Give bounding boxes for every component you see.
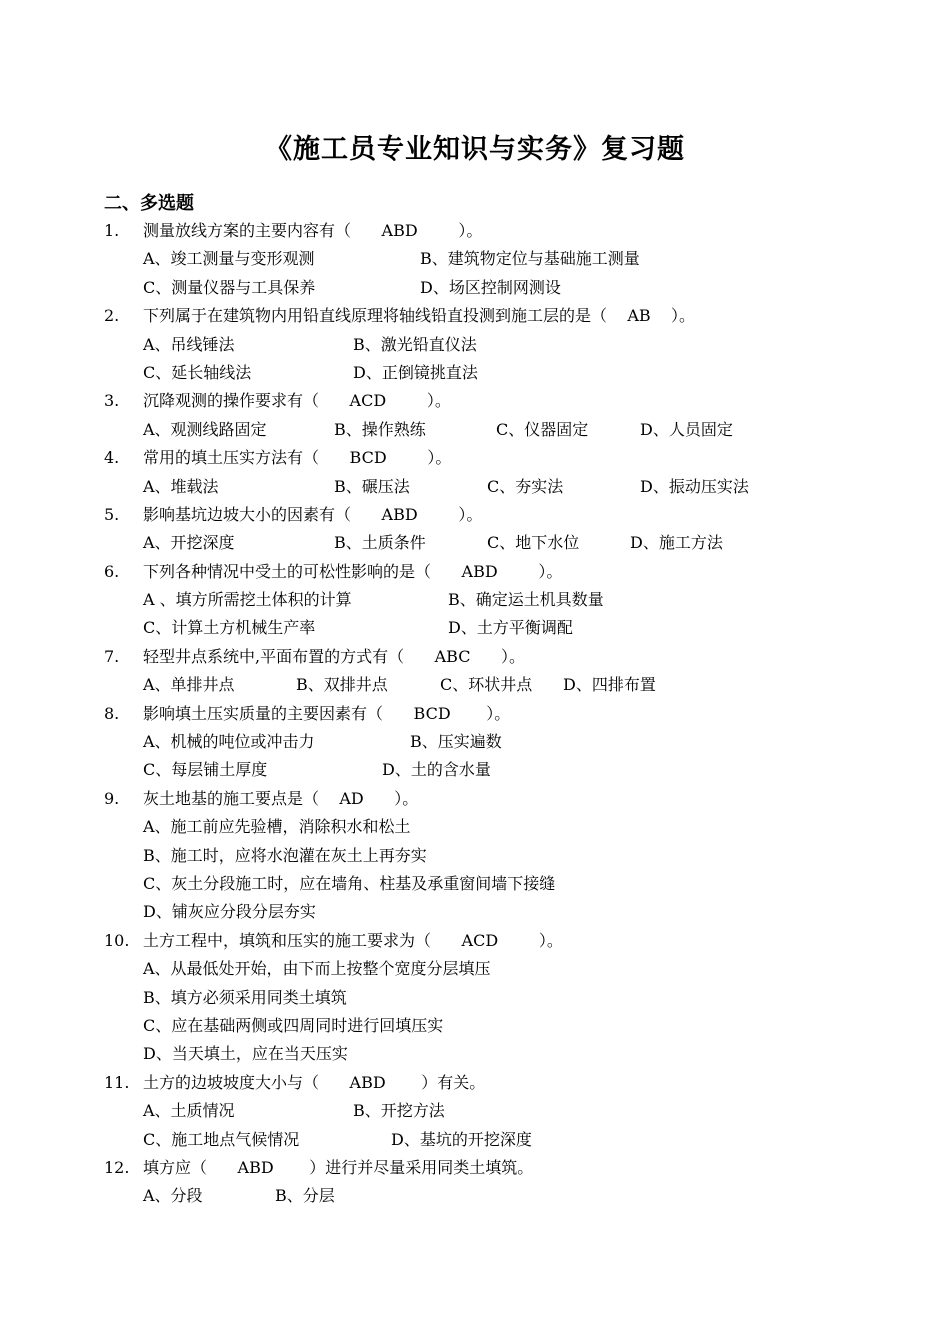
question-number: 8. xyxy=(104,703,120,723)
option-row xyxy=(0,473,950,501)
option-item: D、土的含水量 xyxy=(382,760,491,780)
option-row xyxy=(0,898,950,926)
option-row xyxy=(0,359,950,387)
option-item: A、观测线路固定 xyxy=(143,419,267,439)
question-line xyxy=(0,217,950,245)
question-text: 影响基坑边坡大小的因素有（ ABD ）。 xyxy=(143,504,483,524)
option-row xyxy=(0,1040,950,1068)
option-row xyxy=(0,529,950,557)
question-text: 常用的填土压实方法有（ BCD ）。 xyxy=(143,448,452,468)
question-line xyxy=(0,558,950,586)
option-item: C、施工地点气候情况 xyxy=(143,1129,300,1149)
option-item: B、建筑物定位与基础施工测量 xyxy=(420,249,640,269)
option-item: B、操作熟练 xyxy=(334,419,426,439)
option-item: C、仪器固定 xyxy=(496,419,589,439)
option-row xyxy=(0,245,950,273)
option-row xyxy=(0,1097,950,1125)
option-item: C、灰土分段施工时，应在墙角、柱基及承重窗间墙下接缝 xyxy=(143,873,556,893)
option-item: D、基坑的开挖深度 xyxy=(391,1129,532,1149)
question-text: 下列属于在建筑物内用铅直线原理将轴线铅直投测到施工层的是（ AB ）。 xyxy=(143,306,696,326)
question-line xyxy=(0,302,950,330)
question-text: 轻型井点系统中,平面布置的方式有（ ABC ）。 xyxy=(143,646,525,666)
option-item: C、每层铺土厚度 xyxy=(143,760,268,780)
question-number: 1. xyxy=(104,221,120,240)
question-line xyxy=(0,1154,950,1182)
question-number: 4. xyxy=(104,448,120,468)
option-item: D、铺灰应分段分层夯实 xyxy=(143,902,316,922)
option-item: C、延长轴线法 xyxy=(143,362,252,382)
option-item: A、堆载法 xyxy=(143,476,219,496)
option-item: B、双排井点 xyxy=(296,675,388,695)
option-item: A、施工前应先验槽，消除积水和松土 xyxy=(143,817,411,837)
option-item: D、当天填土，应在当天压实 xyxy=(143,1044,348,1064)
option-item: B、确定运土机具数量 xyxy=(448,590,604,610)
option-row xyxy=(0,1182,950,1210)
question-line xyxy=(0,643,950,671)
option-item: C、夯实法 xyxy=(487,476,564,496)
option-item: A、吊线锤法 xyxy=(143,334,235,354)
option-item: D、场区控制网测设 xyxy=(420,277,561,297)
option-item: B、开挖方法 xyxy=(353,1101,445,1121)
option-item: A、分段 xyxy=(143,1186,203,1206)
option-item: D、正倒镜挑直法 xyxy=(353,362,478,382)
page-title: 《施工员专业知识与实务》复习题 xyxy=(265,134,685,165)
question-text: 影响填土压实质量的主要因素有（ BCD ）。 xyxy=(143,703,511,723)
question-number: 11. xyxy=(104,1072,130,1092)
option-item: A 、填方所需挖土体积的计算 xyxy=(143,590,352,610)
question-number: 10. xyxy=(104,930,130,950)
option-row xyxy=(0,728,950,756)
option-row xyxy=(0,614,950,642)
option-item: D、四排布置 xyxy=(563,675,656,695)
option-row xyxy=(0,756,950,784)
question-list xyxy=(0,217,950,1211)
option-item: C、测量仪器与工具保养 xyxy=(143,277,316,297)
question-line xyxy=(0,927,950,955)
question-number: 7. xyxy=(104,646,120,666)
option-item: A、土质情况 xyxy=(143,1101,235,1121)
option-item: B、填方必须采用同类土填筑 xyxy=(143,987,347,1007)
question-number: 6. xyxy=(104,561,120,581)
question-text: 填方应（ ABD ）进行并尽量采用同类土填筑。 xyxy=(143,1157,534,1177)
option-item: D、施工方法 xyxy=(630,533,723,553)
option-item: B、压实遍数 xyxy=(410,732,502,752)
question-line xyxy=(0,501,950,529)
question-line xyxy=(0,700,950,728)
question-text: 下列各种情况中受土的可松性影响的是（ ABD ）。 xyxy=(143,561,563,581)
option-row xyxy=(0,813,950,841)
option-item: B、激光铅直仪法 xyxy=(353,334,477,354)
option-item: A、单排井点 xyxy=(143,675,235,695)
option-item: C、计算土方机械生产率 xyxy=(143,618,316,638)
option-row xyxy=(0,331,950,359)
option-item: A、机械的吨位或冲击力 xyxy=(143,732,315,752)
question-line xyxy=(0,444,950,472)
question-line xyxy=(0,387,950,415)
option-row xyxy=(0,842,950,870)
question-number: 5. xyxy=(104,504,120,524)
question-number: 2. xyxy=(104,306,120,326)
option-row xyxy=(0,870,950,898)
option-item: B、碾压法 xyxy=(334,476,410,496)
option-item: A、开挖深度 xyxy=(143,533,235,553)
section-heading: 二、多选题 xyxy=(104,193,194,214)
option-item: C、地下水位 xyxy=(487,533,580,553)
option-row xyxy=(0,955,950,983)
option-item: B、分层 xyxy=(275,1186,335,1206)
option-row xyxy=(0,671,950,699)
option-row xyxy=(0,1126,950,1154)
question-text: 沉降观测的操作要求有（ ACD ）。 xyxy=(143,391,451,411)
option-row xyxy=(0,1012,950,1040)
question-number: 3. xyxy=(104,391,120,411)
option-item: D、人员固定 xyxy=(640,419,733,439)
option-row xyxy=(0,586,950,614)
question-number: 9. xyxy=(104,788,120,808)
option-item: A、从最低处开始，由下而上按整个宽度分层填压 xyxy=(143,959,491,979)
option-item: A、竣工测量与变形观测 xyxy=(143,249,315,269)
question-text: 土方工程中，填筑和压实的施工要求为（ ACD ）。 xyxy=(143,930,563,950)
option-item: C、环状井点 xyxy=(440,675,533,695)
question-line xyxy=(0,785,950,813)
question-number: 12. xyxy=(104,1157,130,1177)
option-row xyxy=(0,274,950,302)
option-row xyxy=(0,416,950,444)
question-text: 灰土地基的施工要点是（ AD ）。 xyxy=(143,788,419,808)
option-item: D、振动压实法 xyxy=(640,476,749,496)
question-line xyxy=(0,1069,950,1097)
option-item: C、应在基础两侧或四周同时进行回填压实 xyxy=(143,1015,444,1035)
question-text: 土方的边坡坡度大小与（ ABD ）有关。 xyxy=(143,1072,486,1092)
question-text: 测量放线方案的主要内容有（ ABD ）。 xyxy=(143,221,483,240)
option-item: B、土质条件 xyxy=(334,533,426,553)
option-row xyxy=(0,984,950,1012)
option-item: B、施工时，应将水泡灌在灰土上再夯实 xyxy=(143,845,427,865)
option-item: D、土方平衡调配 xyxy=(448,618,573,638)
